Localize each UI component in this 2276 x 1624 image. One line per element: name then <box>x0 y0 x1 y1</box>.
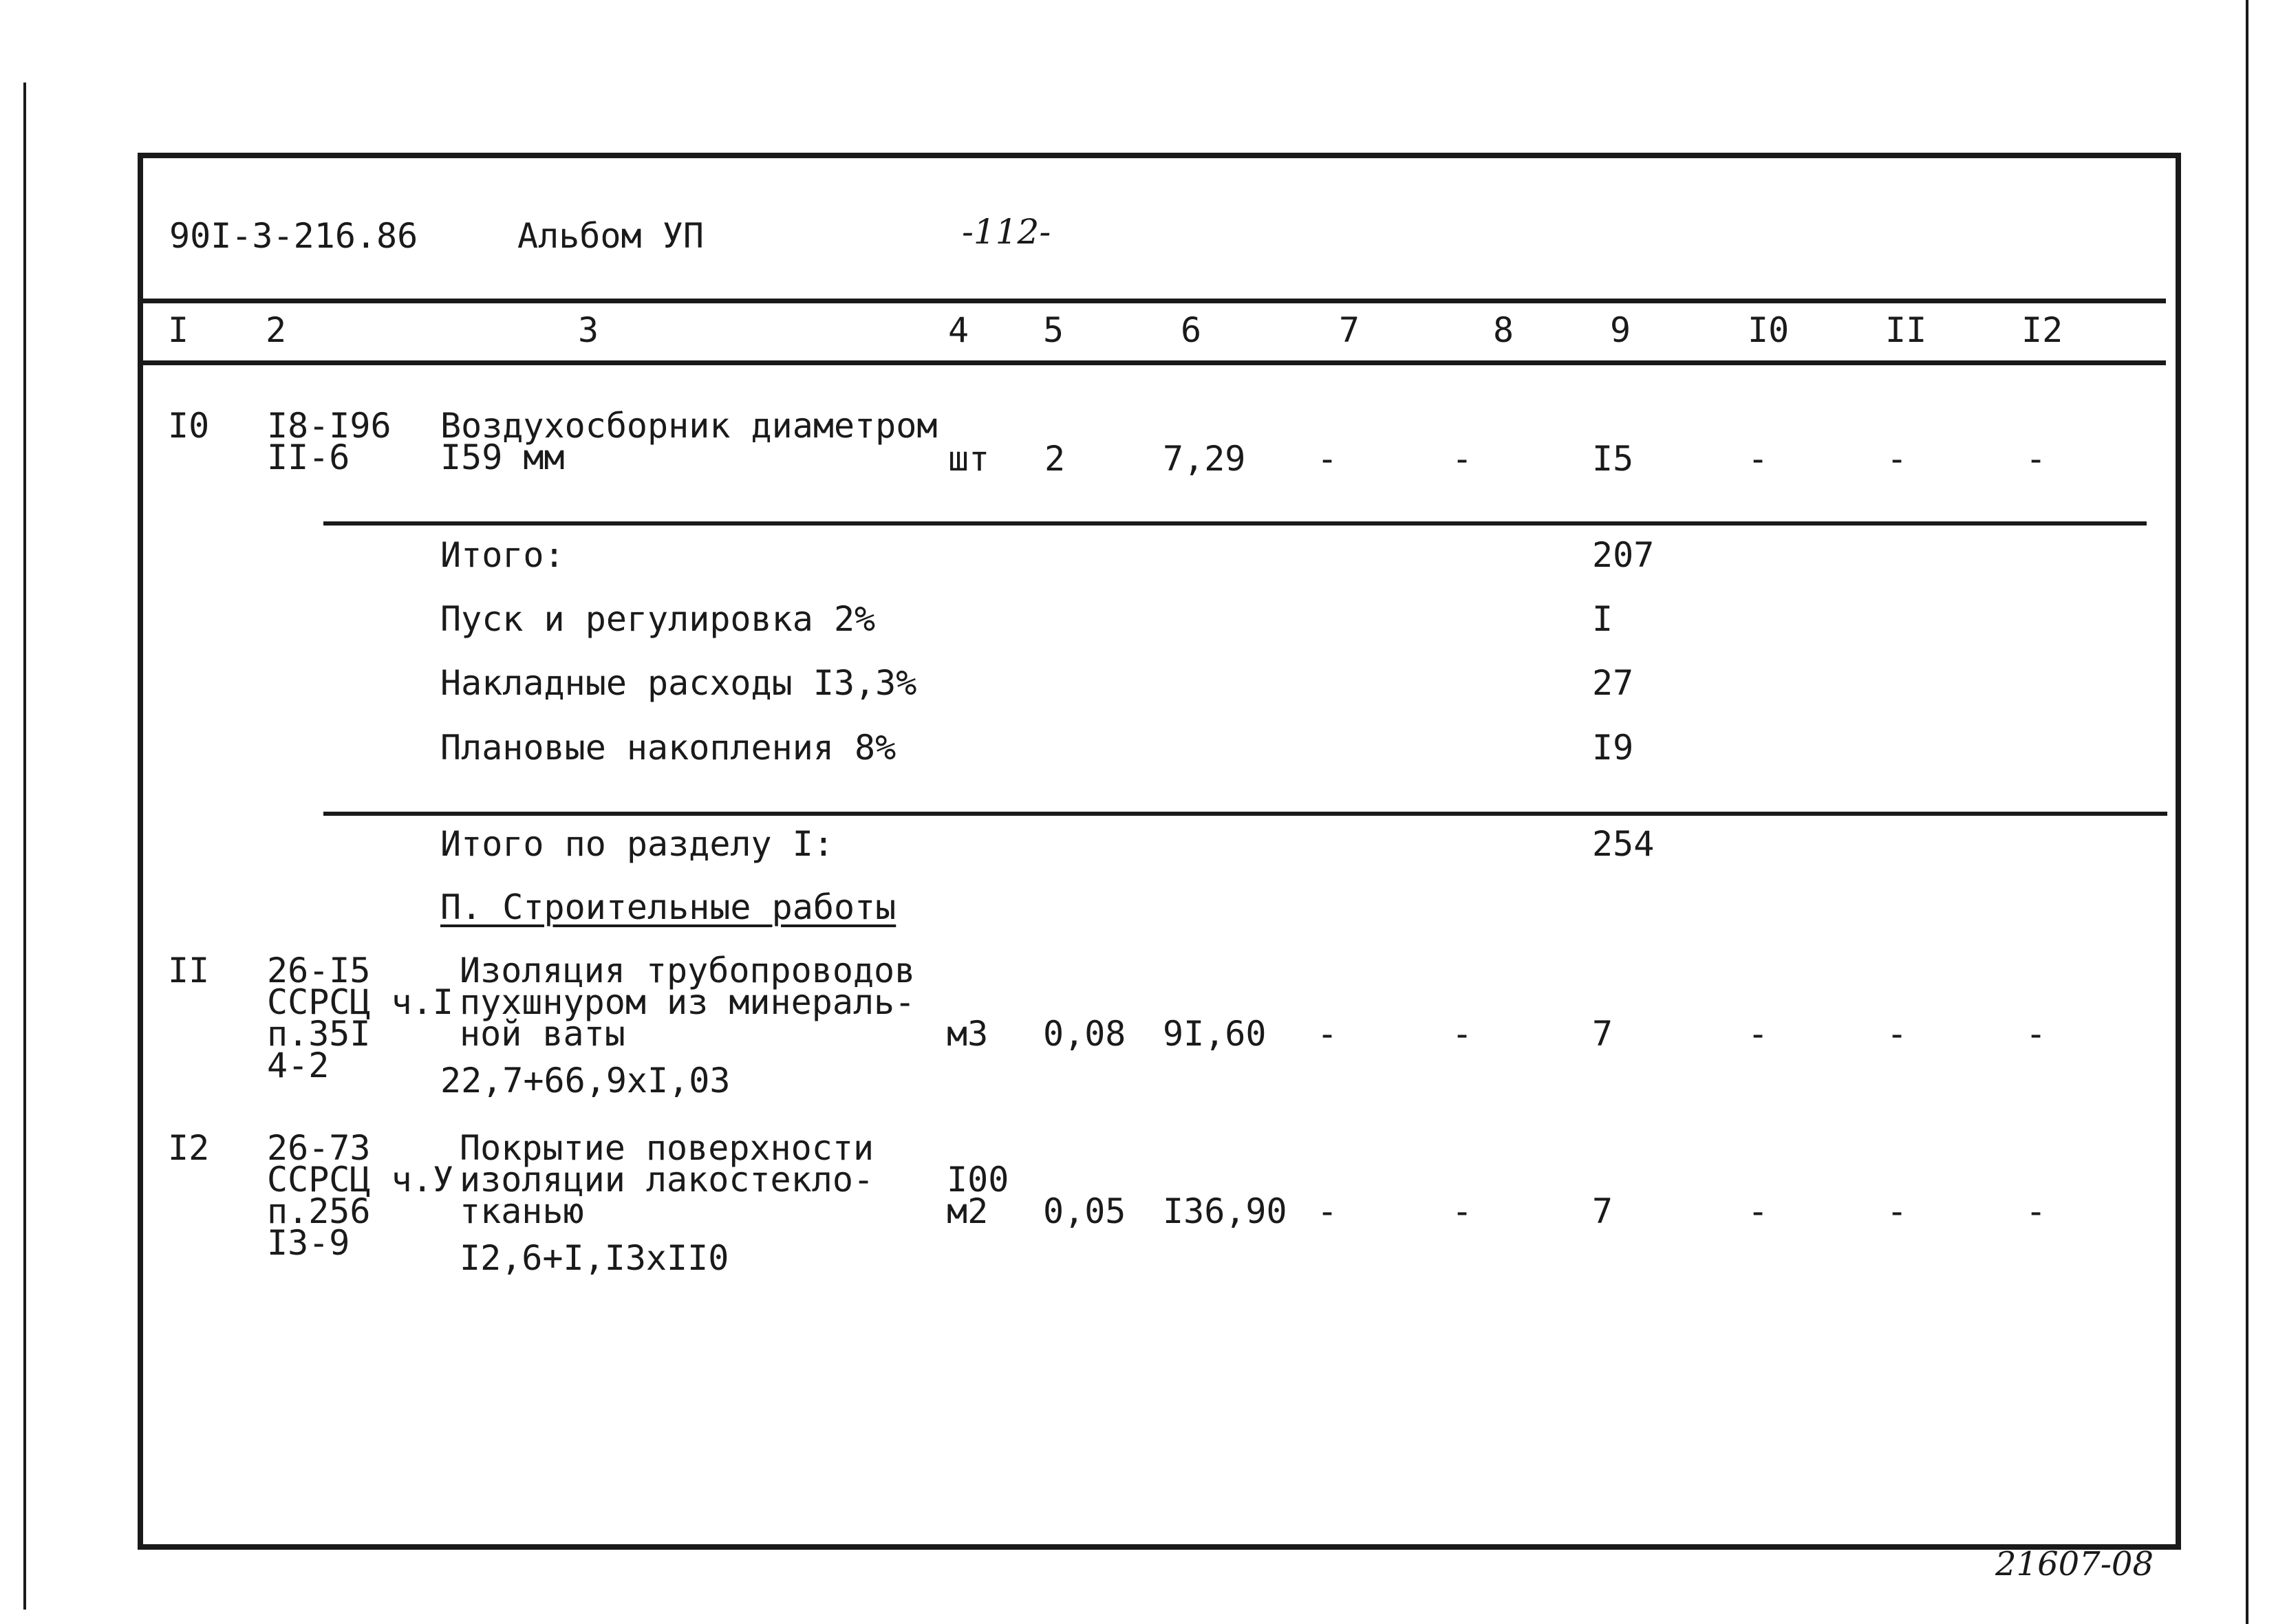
row-10-col7: - <box>1317 439 1338 479</box>
album-title: Альбом УП <box>517 216 704 256</box>
summary-value-total: 207 <box>1592 535 1655 575</box>
row-11-col10: - <box>1748 1014 1769 1054</box>
row-12-col11: - <box>1887 1191 1908 1231</box>
row-12-num: I2 <box>168 1128 210 1168</box>
row-12-code-2: ССРСЦ ч.У <box>267 1160 453 1200</box>
row-11-name-2: пухшнуром из минераль- <box>460 982 916 1022</box>
summary-label-total: Итого: <box>440 535 565 575</box>
col-1-header: I <box>168 310 189 350</box>
col-9-header: 9 <box>1610 310 1631 350</box>
row-10-num: I0 <box>168 406 210 446</box>
row-11-price: 9I,60 <box>1163 1014 1267 1054</box>
row-11-num: II <box>168 951 210 990</box>
col-2-header: 2 <box>266 310 287 350</box>
summary-label-savings: Плановые накопления 8% <box>440 728 897 768</box>
summary-label-overhead: Накладные расходы I3,3% <box>440 663 917 703</box>
row-10-col10: - <box>1748 439 1769 479</box>
row-11-code-1: 26-I5 <box>267 951 371 990</box>
row-12-col9: 7 <box>1592 1191 1613 1231</box>
row-10-name-1: Воздухосборник диаметром <box>440 406 938 446</box>
summary-label-startup: Пуск и регулировка 2% <box>440 599 876 639</box>
row-11-col11: - <box>1887 1014 1908 1054</box>
row-12-name-2: изоляции лакостекло- <box>460 1160 874 1200</box>
row-10-price: 7,29 <box>1163 439 1246 479</box>
subtotal-rule <box>323 521 2147 526</box>
doc-code: 90I-3-216.86 <box>169 216 418 256</box>
row-10-col11: - <box>1887 439 1908 479</box>
row-10-code-1: I8-I96 <box>267 406 391 446</box>
row-12-name-1: Покрытие поверхности <box>460 1128 874 1168</box>
header-top-rule <box>143 299 2166 303</box>
row-10-col9: I5 <box>1592 439 1634 479</box>
row-11-name-1: Изоляция трубопроводов <box>460 951 916 990</box>
row-10-col8: - <box>1452 439 1473 479</box>
col-12-header: I2 <box>2021 310 2063 350</box>
row-12-col12: - <box>2026 1191 2047 1231</box>
row-12-unit-1: I00 <box>947 1160 1009 1200</box>
row-12-price: I36,90 <box>1163 1191 1287 1231</box>
row-10-col12: - <box>2026 439 2047 479</box>
col-7-header: 7 <box>1339 310 1360 350</box>
section-total-label: Итого по разделу I: <box>440 824 834 864</box>
right-margin-line <box>2246 0 2248 1624</box>
row-12-name-3: тканью <box>460 1191 584 1231</box>
row-12-col10: - <box>1748 1191 1769 1231</box>
left-margin-line <box>23 83 26 1610</box>
col-3-header: 3 <box>578 310 599 350</box>
page-number: -112- <box>962 212 1051 252</box>
row-11-col8: - <box>1452 1014 1473 1054</box>
row-11-code-3: п.35I <box>267 1014 371 1054</box>
row-10-qty: 2 <box>1044 439 1066 479</box>
row-10-name-2: I59 мм <box>440 437 565 477</box>
section-title: П. Строительные работы <box>440 887 897 927</box>
col-5-header: 5 <box>1043 310 1064 350</box>
section-total-rule <box>323 812 2167 816</box>
summary-value-startup: I <box>1592 599 1613 639</box>
row-11-qty: 0,08 <box>1043 1014 1126 1054</box>
row-12-code-1: 26-73 <box>267 1128 371 1168</box>
row-11-formula: 22,7+66,9xI,03 <box>440 1061 731 1101</box>
col-8-header: 8 <box>1493 310 1514 350</box>
row-12-unit-2: м2 <box>947 1191 989 1231</box>
header-bottom-rule <box>143 360 2166 365</box>
row-12-col7: - <box>1317 1191 1338 1231</box>
row-11-col7: - <box>1317 1014 1338 1054</box>
footer-stamp: 21607-08 <box>1995 1545 2154 1583</box>
row-11-col9: 7 <box>1592 1014 1613 1054</box>
summary-value-savings: I9 <box>1592 728 1634 768</box>
row-12-code-3: п.256 <box>267 1191 371 1231</box>
section-total-value: 254 <box>1592 824 1655 864</box>
row-12-col8: - <box>1452 1191 1473 1231</box>
col-4-header: 4 <box>948 310 969 350</box>
row-12-qty: 0,05 <box>1043 1191 1126 1231</box>
row-10-code-2: II-6 <box>267 437 350 477</box>
row-12-code-4: I3-9 <box>267 1223 350 1263</box>
row-10-unit: шт <box>948 439 990 479</box>
row-11-unit: м3 <box>947 1014 989 1054</box>
row-11-code-4: 4-2 <box>267 1046 330 1085</box>
col-10-header: I0 <box>1748 310 1790 350</box>
row-11-col12: - <box>2026 1014 2047 1054</box>
row-11-name-3: ной ваты <box>460 1014 625 1054</box>
row-11-code-2: ССРСЦ ч.I <box>267 982 453 1022</box>
col-11-header: II <box>1885 310 1927 350</box>
row-12-formula: I2,6+I,I3xII0 <box>460 1238 729 1278</box>
col-6-header: 6 <box>1181 310 1202 350</box>
summary-value-overhead: 27 <box>1592 663 1634 703</box>
